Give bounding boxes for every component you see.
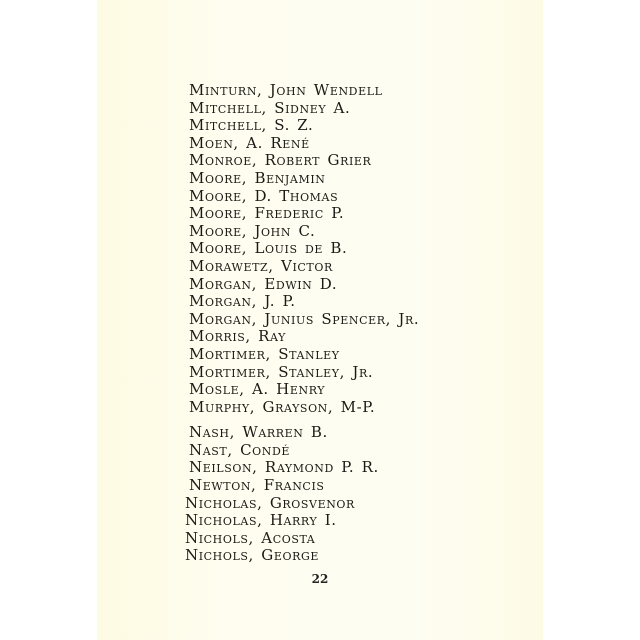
list-item: Mosle, A. Henry [189, 380, 326, 399]
list-item: Mitchell, Sidney A. [189, 98, 351, 117]
list-item: Nichols, George [185, 546, 320, 565]
list-item: Nash, Warren B. [189, 423, 328, 442]
list-item: Moore, Benjamin [189, 168, 326, 187]
list-item: Mitchell, S. Z. [189, 116, 314, 135]
list-item: Nicholas, Harry I. [185, 511, 337, 530]
list-item: Moen, A. René [189, 133, 310, 152]
list-item: Nast, Condé [189, 440, 291, 459]
list-item: Newton, Francis [189, 476, 325, 495]
list-item: Murphy, Grayson, M-P. [189, 397, 376, 416]
list-item: Moore, Frederic P. [189, 204, 345, 223]
page-number: 22 [311, 572, 329, 586]
list-item: Minturn, John Wendell [189, 81, 383, 99]
list-item: Morgan, Edwin D. [189, 274, 338, 293]
list-item: Morris, Ray [189, 327, 287, 346]
list-item: Morgan, J. P. [189, 292, 296, 311]
list-item: Mortimer, Stanley, Jr. [189, 362, 374, 381]
list-item: Mortimer, Stanley [189, 344, 340, 363]
list-item: Monroe, Robert Grier [189, 151, 372, 170]
list-item: Morawetz, Victor [189, 256, 333, 275]
list-item: Moore, John C. [189, 221, 316, 240]
list-item: Morgan, Junius Spencer, Jr. [189, 309, 420, 328]
list-item: Neilson, Raymond P. R. [189, 458, 379, 477]
list-item: Nicholas, Grosvenor [185, 493, 355, 512]
list-item: Moore, Louis de B. [189, 239, 348, 258]
list-item: Nichols, Acosta [185, 528, 316, 547]
list-item: Moore, D. Thomas [189, 186, 339, 205]
name-list [185, 81, 420, 565]
